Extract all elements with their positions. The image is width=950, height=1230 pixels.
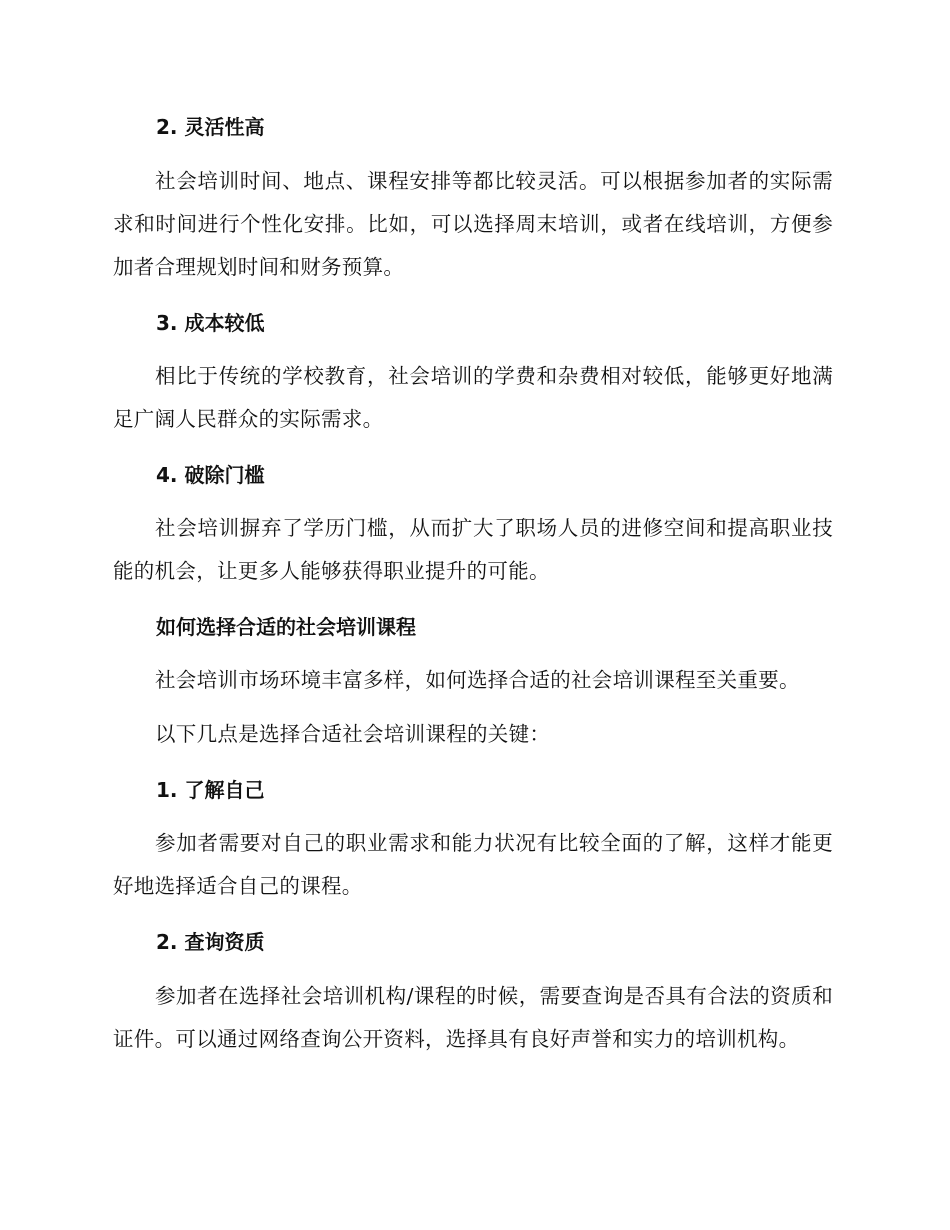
paragraph-market: 社会培训市场环境丰富多样，如何选择合适的社会培训课程至关重要。 bbox=[155, 668, 800, 692]
paragraph-low-cost: 相比于传统的学校教育，社会培训的学费和杂费相对较低，能够更好地满足广阔人民群众的实际需求。 bbox=[113, 364, 833, 431]
section-heading-how-to-choose: 如何选择合适的社会培训课程 bbox=[156, 615, 416, 639]
section-heading-flexibility: 2. 灵活性高 bbox=[156, 115, 265, 139]
paragraph-flexibility: 社会培训时间、地点、课程安排等都比较灵活。可以根据参加者的实际需求和时间进行个性化安排。比如，可以选择周末培训，或者在线培训，方便参加者合理规划时间和财务预算。 bbox=[113, 169, 833, 279]
section-heading-low-cost: 3. 成本较低 bbox=[156, 311, 265, 335]
paragraph-check-credentials: 参加者在选择社会培训机构/课程的时候，需要查询是否具有合法的资质和证件。可以通过网络查询公开资料，选择具有良好声誉和实力的培训机构。 bbox=[113, 984, 833, 1051]
section-heading-know-yourself: 1. 了解自己 bbox=[156, 778, 265, 802]
paragraph-key-points: 以下几点是选择合适社会培训课程的关键： bbox=[155, 722, 551, 746]
section-heading-check-credentials: 2. 查询资质 bbox=[156, 930, 265, 954]
paragraph-know-yourself: 参加者需要对自己的职业需求和能力状况有比较全面的了解，这样才能更好地选择适合自己的课程。 bbox=[113, 831, 833, 898]
paragraph-barriers: 社会培训摒弃了学历门槛，从而扩大了职场人员的进修空间和提高职业技能的机会，让更多人能够获得职业提升的可能。 bbox=[113, 516, 833, 583]
section-heading-barriers: 4. 破除门槛 bbox=[156, 463, 265, 487]
